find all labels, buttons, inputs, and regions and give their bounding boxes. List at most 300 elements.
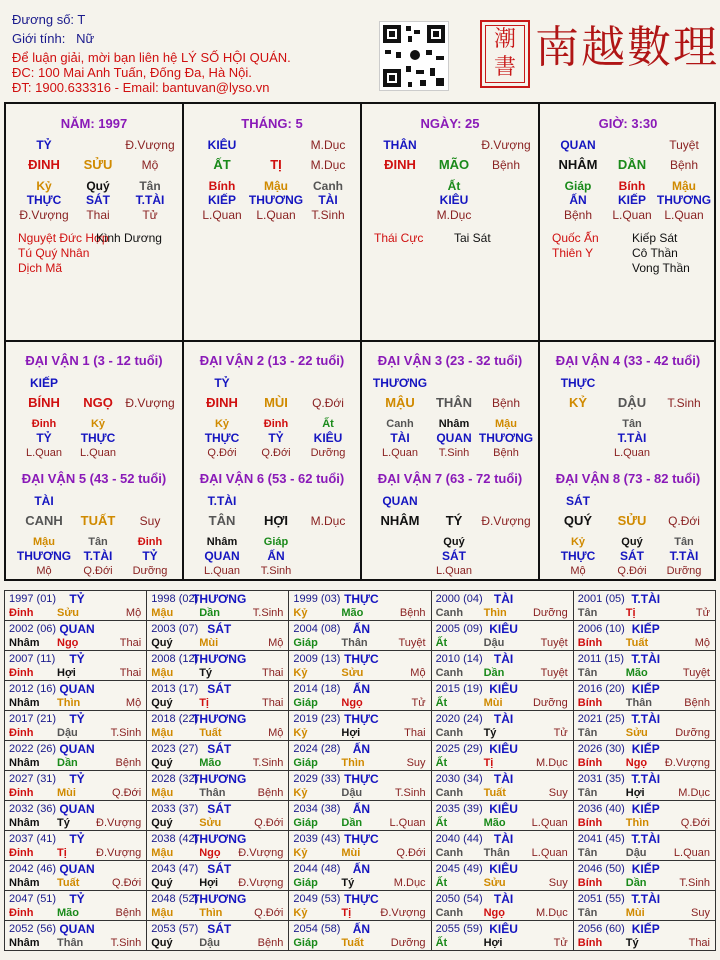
pillar-phase: Bệnh <box>669 158 699 172</box>
hidden-stem: Quý <box>621 536 643 548</box>
year-phase: Q.Đới <box>111 787 142 799</box>
year-phase: T.Sinh <box>110 727 142 739</box>
year-label: 2038 (42) <box>151 833 199 845</box>
year-god: TỶ <box>69 712 85 726</box>
year-branch: Dậu <box>57 727 78 739</box>
year-god: KIẾP <box>631 802 660 816</box>
year-cell[interactable] <box>573 861 715 891</box>
year-stem: Bính <box>577 817 603 829</box>
hidden-god: KIÊU <box>313 431 343 445</box>
dai-van-phase: Bệnh <box>491 396 521 410</box>
pillar-title: THÁNG: 5 <box>241 116 303 131</box>
hidden-stem: Kỷ <box>36 179 52 193</box>
year-stem: Bính <box>577 937 603 949</box>
year-branch: Tý <box>483 727 497 739</box>
dai-van-god: TÀI <box>34 494 54 508</box>
year-stem: Tân <box>577 667 598 679</box>
year-god: SÁT <box>207 922 232 936</box>
dai-van-branch: DẬU <box>617 395 647 410</box>
year-stem: Kỷ <box>293 787 308 799</box>
pillar-note: Đ.Vượng <box>481 138 531 152</box>
dai-van-phase: Đ.Vượng <box>125 396 175 410</box>
year-phase: Mộ <box>125 697 142 709</box>
year-stem: Đinh <box>9 907 34 919</box>
gioi-tinh <box>12 31 94 46</box>
dai-van-branch: HỢI <box>263 513 289 528</box>
year-phase: T.Sinh <box>394 787 426 799</box>
year-label: 2042 (46) <box>9 863 57 875</box>
year-cell[interactable] <box>289 801 431 831</box>
hidden-phase: L.Quan <box>79 447 117 459</box>
hidden-stem: Tân <box>139 179 161 193</box>
duong-so: Đương số: T <box>12 12 86 27</box>
hidden-god: THƯƠNG <box>16 549 72 563</box>
hidden-phase: L.Quan <box>612 208 652 222</box>
hidden-god: QUAN <box>436 431 472 445</box>
pillar-branch: SỬU <box>83 157 113 172</box>
year-row <box>5 621 716 651</box>
year-god: ẤN <box>352 622 371 636</box>
year-god: QUAN <box>59 862 95 876</box>
year-label: 2035 (39) <box>435 803 483 815</box>
year-phase: Thai <box>688 937 710 949</box>
year-cell[interactable] <box>289 651 431 681</box>
year-label: 2023 (27) <box>151 743 199 755</box>
year-branch: Mão <box>341 607 364 619</box>
year-stem: Đinh <box>9 607 34 619</box>
year-cell[interactable] <box>573 591 715 621</box>
year-god: QUAN <box>59 802 95 816</box>
year-stem: Mậu <box>151 847 174 859</box>
hidden-phase: L.Quan <box>25 447 63 459</box>
year-phase: M.Dục <box>535 907 568 919</box>
dai-van-title: ĐẠI VẬN 1 (3 - 12 tuổi) <box>25 353 163 368</box>
hidden-phase: Dưỡng <box>310 447 346 459</box>
hidden-phase: L.Quan <box>664 208 704 222</box>
hidden-stem: Đinh <box>137 536 163 548</box>
year-cell[interactable] <box>289 681 431 711</box>
year-cell[interactable] <box>147 831 289 861</box>
year-cell[interactable] <box>147 711 289 741</box>
year-branch: Thân <box>57 937 84 949</box>
year-branch: Ngọ <box>341 697 363 709</box>
year-branch: Hợi <box>483 937 503 949</box>
year-branch: Dậu <box>483 637 505 649</box>
pillar-branch: MÃO <box>438 157 470 172</box>
year-phase: Q.Đới <box>680 817 710 829</box>
year-cell[interactable] <box>5 771 147 801</box>
year-stem: Ất <box>435 757 448 769</box>
year-phase: L.Quan <box>531 817 568 829</box>
year-cell[interactable] <box>431 711 573 741</box>
year-stem: Nhâm <box>9 637 40 649</box>
gioi-tinh-label: Giới tính: <box>12 31 66 46</box>
year-label: 2055 (59) <box>435 923 483 935</box>
year-phase: Bệnh <box>115 757 142 769</box>
year-stem: Kỷ <box>293 607 308 619</box>
dai-van-phase: T.Sinh <box>667 396 701 410</box>
year-god: ẤN <box>352 682 371 696</box>
hidden-stem: Mậu <box>33 536 55 548</box>
year-label: 2037 (41) <box>9 833 57 845</box>
year-phase: Dưỡng <box>390 937 426 949</box>
year-cell[interactable] <box>289 621 431 651</box>
year-god: T.TÀI <box>631 652 661 666</box>
year-cell[interactable] <box>573 801 715 831</box>
hidden-stem: Tân <box>622 418 642 430</box>
pillar-stem: ĐINH <box>384 157 416 172</box>
year-phase: Thai <box>119 667 142 679</box>
year-cell[interactable] <box>5 621 147 651</box>
year-cell[interactable] <box>431 621 573 651</box>
year-label: 2009 (13) <box>293 653 341 665</box>
year-cell[interactable] <box>289 591 431 621</box>
year-cell[interactable] <box>573 831 715 861</box>
year-phase: Mộ <box>410 667 426 679</box>
year-god: KIÊU <box>489 922 518 936</box>
year-cell[interactable] <box>147 921 289 951</box>
dai-van-title: ĐẠI VẬN 6 (53 - 62 tuổi) <box>199 471 345 486</box>
year-stem: Giáp <box>293 937 318 949</box>
dai-van-god: THƯƠNG <box>372 376 428 390</box>
year-cell[interactable] <box>5 801 147 831</box>
year-cell[interactable] <box>5 861 147 891</box>
year-stem: Tân <box>577 787 598 799</box>
year-stem: Nhâm <box>9 757 40 769</box>
hidden-stem: Mậu <box>672 179 696 193</box>
year-cell[interactable] <box>573 891 715 921</box>
year-label: 2013 (17) <box>151 683 199 695</box>
year-stem: Đinh <box>9 667 34 679</box>
hidden-god: THỰC <box>204 431 240 445</box>
year-god: THƯƠNG <box>192 592 247 606</box>
year-branch: Tị <box>483 757 494 769</box>
year-cell[interactable] <box>147 651 289 681</box>
year-branch: Tý <box>57 817 70 829</box>
hidden-stem: Kỷ <box>90 418 106 430</box>
year-label: 2001 (05) <box>577 593 625 605</box>
year-phase: Bệnh <box>684 697 710 709</box>
year-label: 2008 (12) <box>151 653 199 665</box>
year-god: THỰC <box>344 892 379 906</box>
hidden-phase: L.Quan <box>613 447 651 459</box>
dai-van-branch: TUẤT <box>80 513 116 528</box>
year-stem: Quý <box>151 637 173 649</box>
year-stem: Nhâm <box>9 877 40 889</box>
dai-van-title: ĐẠI VẬN 2 (13 - 22 tuổi) <box>199 353 345 368</box>
year-label: 2000 (04) <box>435 593 483 605</box>
year-stem: Mậu <box>151 667 174 679</box>
year-label: 2031 (35) <box>577 773 625 785</box>
year-stem: Quý <box>151 757 173 769</box>
year-cell[interactable] <box>289 711 431 741</box>
year-cell[interactable] <box>5 711 147 741</box>
year-cell[interactable] <box>147 591 289 621</box>
dai-van-phase: Q.Đới <box>312 396 344 410</box>
hidden-stem: Đinh <box>263 418 289 430</box>
year-label: 2044 (48) <box>293 863 341 875</box>
year-stem: Giáp <box>293 817 318 829</box>
hidden-god: KIÊU <box>439 193 469 207</box>
star-other: Kình Dương <box>96 231 162 245</box>
year-label: 2007 (11) <box>9 653 56 665</box>
year-label: 2040 (44) <box>435 833 483 845</box>
year-cell[interactable] <box>573 771 715 801</box>
qr-code-icon[interactable] <box>379 21 449 91</box>
year-cell[interactable] <box>289 861 431 891</box>
year-cell[interactable] <box>5 651 147 681</box>
dai-van-stem: KỶ <box>568 395 588 410</box>
hidden-phase: Mộ <box>570 565 586 577</box>
year-stem: Quý <box>151 937 173 949</box>
dai-van-6 <box>184 460 362 578</box>
year-cell[interactable] <box>147 681 289 711</box>
year-phase: Suy <box>548 787 568 799</box>
year-god: TỶ <box>69 892 85 906</box>
year-label: 2048 (52) <box>151 893 199 905</box>
dai-van-stem: TÂN <box>208 513 236 528</box>
year-phase: Đ.Vượng <box>664 757 710 769</box>
year-phase: Thai <box>404 727 426 739</box>
year-stem: Canh <box>435 607 464 619</box>
year-cell[interactable] <box>573 681 715 711</box>
year-god: THỰC <box>344 652 379 666</box>
hidden-god: THỰC <box>26 193 62 207</box>
hidden-phase: Q.Đới <box>83 565 113 577</box>
year-stem: Bính <box>577 877 603 889</box>
star-good: Dịch Mã <box>18 261 63 275</box>
dai-van-8 <box>540 460 718 578</box>
year-cell[interactable] <box>289 741 431 771</box>
year-stem: Kỷ <box>293 907 308 919</box>
year-branch: Hợi <box>625 787 645 799</box>
year-branch: Tý <box>625 937 639 949</box>
year-cell[interactable] <box>147 741 289 771</box>
year-cell[interactable] <box>431 891 573 921</box>
year-branch: Tuất <box>341 937 364 949</box>
year-cell[interactable] <box>573 711 715 741</box>
pillar-note: Tuyệt <box>669 138 699 152</box>
logo: 南越數理 <box>535 22 719 73</box>
year-branch: Sửu <box>483 877 506 889</box>
year-god: QUAN <box>59 682 95 696</box>
hidden-phase: Tử <box>142 208 158 222</box>
pillar-note: Đ.Vượng <box>125 138 175 152</box>
year-cell[interactable] <box>5 741 147 771</box>
year-cell[interactable] <box>5 921 147 951</box>
year-stem: Nhâm <box>9 937 40 949</box>
year-branch: Dần <box>199 607 220 619</box>
hidden-phase: Mộ <box>36 565 52 577</box>
hidden-stem: Bính <box>208 179 236 193</box>
year-cell[interactable] <box>289 921 431 951</box>
year-god: QUAN <box>59 922 95 936</box>
year-cell[interactable] <box>431 921 573 951</box>
year-god: THỰC <box>344 832 379 846</box>
hidden-stem: Kỷ <box>570 536 586 548</box>
hidden-phase: L.Quan <box>203 565 241 577</box>
year-label: 2006 (10) <box>577 623 625 635</box>
year-branch: Mùi <box>341 847 361 859</box>
year-cell[interactable] <box>431 861 573 891</box>
year-branch: Ngọ <box>199 847 221 859</box>
dai-van-branch: SỬU <box>617 513 647 528</box>
hidden-god: TÀI <box>318 193 338 207</box>
hidden-phase: Q.Đới <box>617 565 647 577</box>
year-phase: Dưỡng <box>532 697 568 709</box>
dai-van-stem: CANH <box>25 513 63 528</box>
hidden-phase: T.Sinh <box>260 565 292 577</box>
year-cell[interactable] <box>5 591 147 621</box>
year-cell[interactable] <box>147 621 289 651</box>
dai-van-phase: Suy <box>139 514 161 528</box>
year-cell[interactable] <box>5 891 147 921</box>
year-label: 2025 (29) <box>435 743 483 755</box>
year-stem: Bính <box>577 637 603 649</box>
year-cell[interactable] <box>147 891 289 921</box>
star-good: Thái Cực <box>374 231 424 245</box>
year-god: TÀI <box>493 772 514 786</box>
hidden-stem: Tân <box>88 536 108 548</box>
year-cell[interactable] <box>147 771 289 801</box>
year-cell[interactable] <box>573 621 715 651</box>
pillar-2 <box>184 104 362 340</box>
year-row <box>5 711 716 741</box>
year-cell[interactable] <box>5 681 147 711</box>
year-branch: Tuất <box>199 727 222 739</box>
year-branch: Thìn <box>199 907 223 919</box>
star-other: Kiếp Sát <box>632 231 678 245</box>
year-phase: Tử <box>411 697 426 709</box>
year-branch: Sửu <box>625 727 648 739</box>
year-phase: Dưỡng <box>675 727 710 739</box>
pillar-phase: Bệnh <box>491 158 521 172</box>
year-stem: Kỷ <box>293 847 308 859</box>
year-row <box>5 741 716 771</box>
year-cell[interactable] <box>289 891 431 921</box>
year-branch: Tuất <box>483 787 506 799</box>
year-cell[interactable] <box>5 831 147 861</box>
year-cell[interactable] <box>147 801 289 831</box>
year-branch: Ngọ <box>483 907 505 919</box>
hidden-god: TỶ <box>36 431 52 445</box>
year-stem: Giáp <box>293 637 318 649</box>
year-branch: Tuất <box>625 637 649 649</box>
star-good: Thiên Y <box>552 246 594 260</box>
hidden-phase: Q.Đới <box>261 447 291 459</box>
dai-van-god: KIẾP <box>29 376 59 390</box>
year-phase: Bệnh <box>399 607 426 619</box>
year-label: 1997 (01) <box>9 593 57 605</box>
pillar-god: TỶ <box>36 138 52 152</box>
pillar-1 <box>6 104 184 340</box>
star-good: Quốc Ấn <box>552 231 599 245</box>
hidden-stem: Nhâm <box>206 536 238 548</box>
year-branch: Hợi <box>199 877 219 889</box>
year-cell[interactable] <box>147 861 289 891</box>
year-branch: Mùi <box>483 697 503 709</box>
year-phase: Mộ <box>125 607 142 619</box>
year-god: THƯƠNG <box>192 772 247 786</box>
pillar-god: QUAN <box>560 138 596 152</box>
year-god: KIÊU <box>489 862 518 876</box>
year-god: KIÊU <box>489 742 518 756</box>
year-branch: Sửu <box>57 607 80 619</box>
year-cell[interactable] <box>431 591 573 621</box>
year-stem: Quý <box>151 877 173 889</box>
year-cell[interactable] <box>573 651 715 681</box>
dai-van-title: ĐẠI VẬN 5 (43 - 52 tuổi) <box>21 471 167 486</box>
year-stem: Quý <box>151 817 173 829</box>
year-cell[interactable] <box>431 831 573 861</box>
year-row <box>5 801 716 831</box>
pillar-stem: ĐINH <box>28 157 60 172</box>
year-stem: Mậu <box>151 727 174 739</box>
year-cell[interactable] <box>431 681 573 711</box>
year-phase: Q.Đới <box>396 847 426 859</box>
dai-van-phase: Đ.Vượng <box>481 514 531 528</box>
year-god: SÁT <box>207 862 232 876</box>
year-god: T.TÀI <box>631 712 661 726</box>
year-branch: Ngọ <box>625 757 648 769</box>
year-cell[interactable] <box>431 771 573 801</box>
year-god: ẤN <box>352 922 371 936</box>
year-label: 1998 (02) <box>151 593 199 605</box>
year-cell[interactable] <box>431 801 573 831</box>
year-branch: Ngọ <box>57 637 79 649</box>
hidden-phase: Dưỡng <box>132 565 168 577</box>
dai-van-branch: NGỌ <box>83 395 113 410</box>
hidden-god: T.TÀI <box>83 549 113 563</box>
year-phase: Bệnh <box>257 937 284 949</box>
year-god: T.TÀI <box>631 772 661 786</box>
hidden-phase: M.Dục <box>436 208 472 222</box>
year-phase: T.Sinh <box>252 757 284 769</box>
year-god: TÀI <box>493 652 514 666</box>
year-cell[interactable] <box>573 921 715 951</box>
year-cell[interactable] <box>573 741 715 771</box>
year-cell[interactable] <box>289 771 431 801</box>
hidden-phase: Q.Đới <box>207 447 237 459</box>
year-stem: Đinh <box>9 727 34 739</box>
hidden-god: TỶ <box>268 431 284 445</box>
year-cell[interactable] <box>431 741 573 771</box>
year-label: 2020 (24) <box>435 713 483 725</box>
year-phase: Q.Đới <box>254 817 284 829</box>
year-phase: Đ.Vượng <box>96 847 142 859</box>
year-cell[interactable] <box>289 831 431 861</box>
pillar-god: THÂN <box>383 138 417 152</box>
year-label: 2024 (28) <box>293 743 341 755</box>
year-god: T.TÀI <box>631 892 661 906</box>
year-cell[interactable] <box>431 651 573 681</box>
dai-van-stem: ĐINH <box>206 395 238 410</box>
year-phase: M.Dục <box>393 877 426 889</box>
year-branch: Sửu <box>199 817 222 829</box>
phone-email-line: ĐT: 1900.633316 - Email: bantuvan@lyso.vn <box>12 80 270 95</box>
year-stem: Giáp <box>293 757 318 769</box>
year-branch: Mão <box>625 667 648 679</box>
year-phase: Đ.Vượng <box>238 847 284 859</box>
year-branch: Dần <box>57 757 78 769</box>
year-phase: M.Dục <box>678 787 710 799</box>
year-stem: Giáp <box>293 877 318 889</box>
pillar-phase: M.Dục <box>310 158 346 172</box>
year-god: THƯƠNG <box>192 832 247 846</box>
year-branch: Thìn <box>57 697 81 709</box>
year-phase: Tử <box>553 937 568 949</box>
year-stem: Mậu <box>151 787 174 799</box>
